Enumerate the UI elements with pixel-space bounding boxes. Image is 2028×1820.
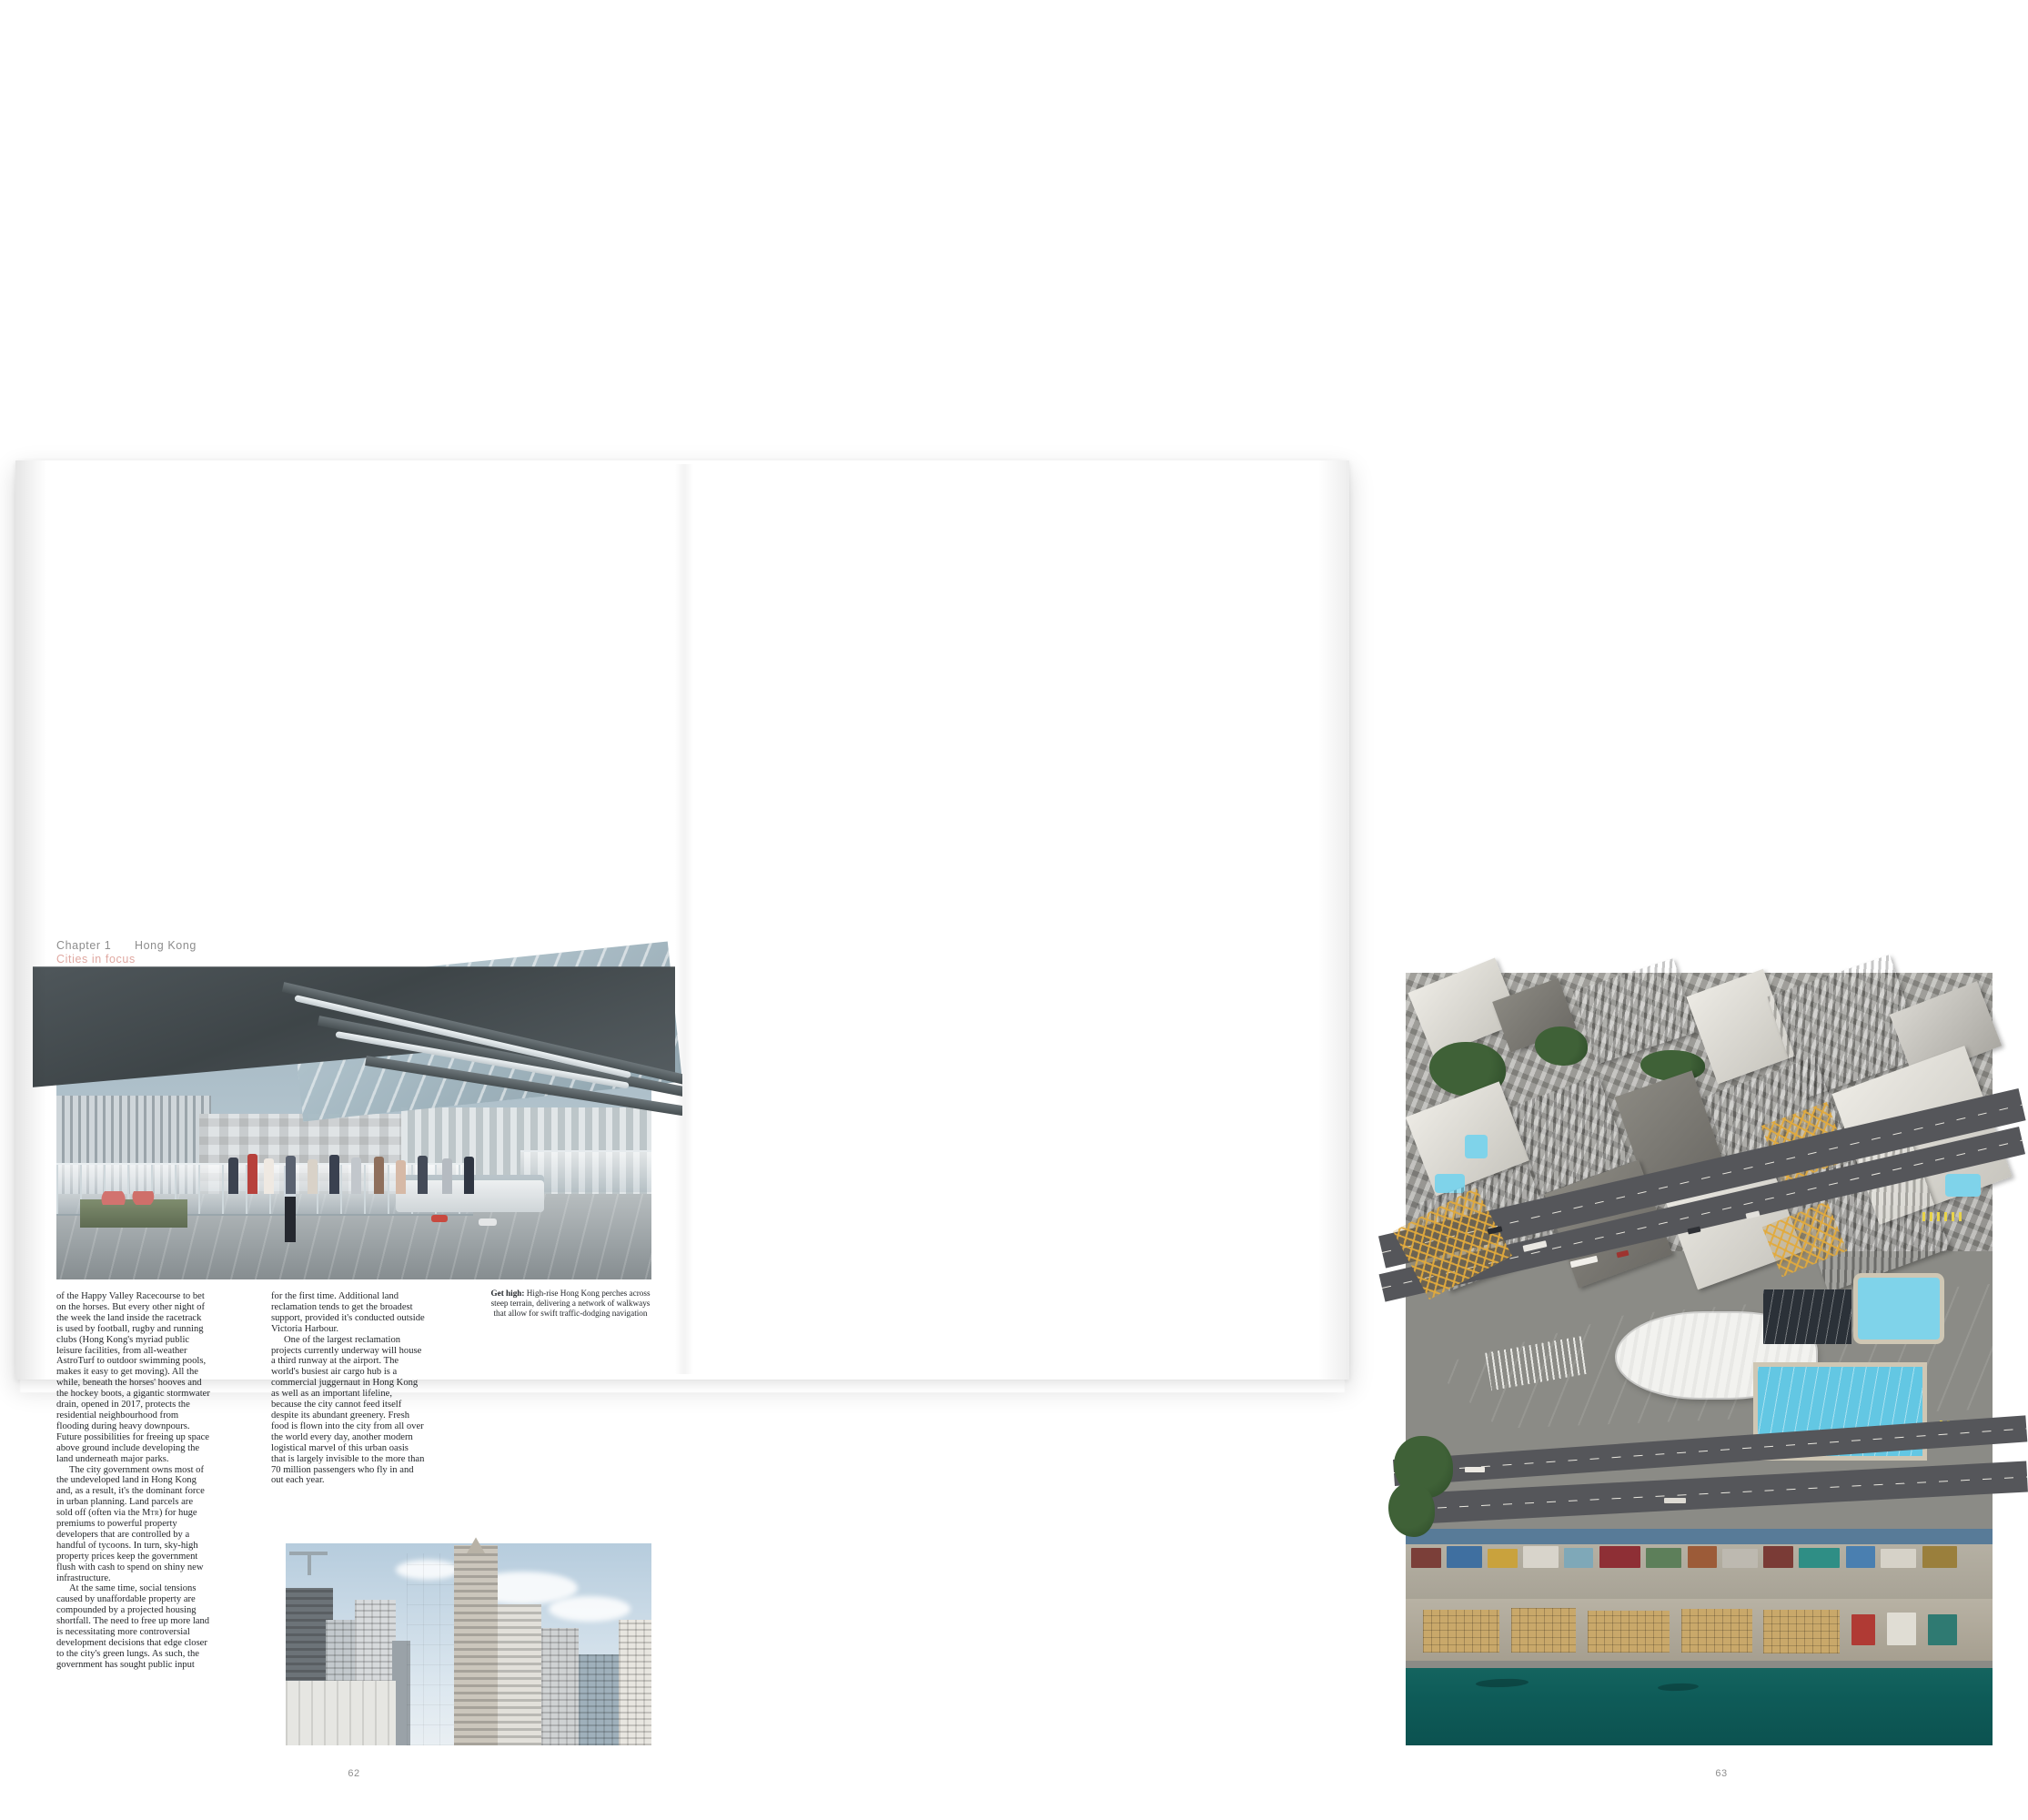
photo-shipping-container: [1722, 1549, 1758, 1568]
photo-timber-stack: [1681, 1609, 1751, 1653]
photo-shipping-container: [1799, 1548, 1840, 1568]
caption-lead: Get high:: [490, 1289, 525, 1298]
aerial-waterfront-photo: [1406, 973, 1993, 1745]
elevated-pedestrian-walkway-photo: [56, 973, 651, 1279]
body-column-1: [56, 1291, 210, 1671]
photo-pedestrian-crowd: [223, 1141, 497, 1194]
photo-construction-crane: [308, 1552, 311, 1575]
photo-tower: [541, 1628, 578, 1745]
running-head-chapter: Chapter 1: [56, 939, 112, 952]
photo-shipping-container: [1488, 1549, 1517, 1568]
photo-vehicle: [1465, 1467, 1485, 1472]
photo-shipping-container: [1564, 1548, 1593, 1568]
photo-shipping-container: [1887, 1613, 1916, 1645]
hong-kong-skyline-photo: [286, 1543, 651, 1745]
photo-shipping-container: [1922, 1546, 1958, 1568]
photo-blue-road-marking: [1406, 1529, 1993, 1544]
photo-shipping-container: [1523, 1546, 1559, 1568]
page-stack-edge: [20, 1380, 1345, 1392]
photo-car: [431, 1215, 448, 1222]
photo-flower-planter: [80, 1199, 187, 1227]
photo-timber-stack: [1763, 1610, 1840, 1653]
photo-shipping-container: [1599, 1546, 1640, 1568]
paragraph: One of the largest reclamation projects currently underway will house a third runway at the airport. The world's busiest air cargo hub is a commercial juggernaut in Hong Kong as well as an important lifeline, because the city cannot feed itself despite its abundant greenery. Fresh food is flown into the city from all over the world every day, another modern logistical marvel of this urban oasis that is largely invisible to the more than 70 million passengers who fly in and out each year.: [271, 1334, 425, 1486]
photo-timber-stack: [1588, 1611, 1670, 1653]
left-page: [15, 460, 682, 1779]
page-number-left: 62: [348, 1768, 360, 1779]
photo-shipping-container: [1851, 1614, 1875, 1645]
photo-caption: [489, 1289, 652, 1320]
photo-tennis-courts: [1763, 1289, 1851, 1343]
photo-timber-stack: [1511, 1608, 1576, 1653]
photo-low-rise-rooftops: [286, 1681, 396, 1745]
body-column-2: [271, 1291, 425, 1486]
photo-shipping-container: [1447, 1546, 1482, 1568]
photo-rooftop-pool: [1945, 1174, 1981, 1197]
photo-tower-white: [407, 1553, 454, 1745]
photo-cloud: [549, 1596, 631, 1622]
right-page: [682, 460, 1728, 1779]
photo-tree-canopy: [1535, 1026, 1588, 1065]
paragraph: The city government owns most of the undeveloped land in Hong Kong and, as a result, it's the dominant force in urban planning. Land parcels are sold off (often via the Mtr) for huge premiums to powerful property developers that are controlled by a handful of tycoons. In turn, sky-high property prices keep the government flush with cash to spend on shiny new infrastructure.: [56, 1464, 205, 1583]
paragraph: of the Happy Valley Racecourse to bet on the horses. But every other night of the week the land inside the racetrack is used by football, rugby and running clubs (Hong Kong's myriad public leisure facilities, from all-weather AstroTurf to outdoor swimming pools, makes it easy to get moving). All the while, beneath the horses' hooves and the hockey boots, a gigantic stormwater drain, opened in 2017, protects the residential neighbourhood from flooding during heavy downpours. Future possibilities for freeing up space above ground include developing the land underneath major parks.: [56, 1291, 210, 1464]
photo-shipping-container: [1846, 1546, 1875, 1568]
photo-tower: [619, 1620, 651, 1745]
photo-vehicle: [1664, 1498, 1686, 1503]
paragraph: for the first time. Additional land reclamation tends to get the broadest support, provided it's conducted outside Victoria Harbour.: [271, 1291, 425, 1334]
page-number-right: 63: [1715, 1768, 1728, 1779]
running-head-subject: Hong Kong: [135, 939, 197, 952]
caption-text: High-rise Hong Kong perches across steep terrain, delivering a network of walkways that allow for swift traffic-dodging navigation: [490, 1289, 651, 1319]
photo-shipping-container: [1763, 1546, 1792, 1568]
photo-tower: [579, 1654, 622, 1745]
photo-shipping-container: [1688, 1546, 1717, 1568]
running-head: [56, 939, 197, 966]
photo-tower: [498, 1604, 541, 1745]
paragraph: At the same time, social tensions caused by unaffordable property are compounded by a projected housing shortfall. The need to free up more land is necessitating more controversial development decisions that edge closer to the city's green lungs. As such, the government has sought public input: [56, 1583, 210, 1670]
photo-shipping-container: [1928, 1614, 1957, 1645]
running-head-series: Cities in focus: [56, 953, 136, 966]
photo-shipping-container: [1881, 1549, 1916, 1568]
photo-rooftop-pool: [1465, 1135, 1488, 1158]
photo-shipping-container: [1411, 1548, 1440, 1568]
photo-shipping-container: [1646, 1548, 1681, 1568]
photo-timber-stack: [1423, 1610, 1499, 1653]
photo-leisure-pool: [1858, 1278, 1940, 1340]
photo-tower-art-deco: [454, 1545, 498, 1745]
photo-crosswalk: [1922, 1212, 1963, 1221]
photo-car: [479, 1218, 497, 1226]
photo-tree-canopy: [1388, 1482, 1436, 1536]
